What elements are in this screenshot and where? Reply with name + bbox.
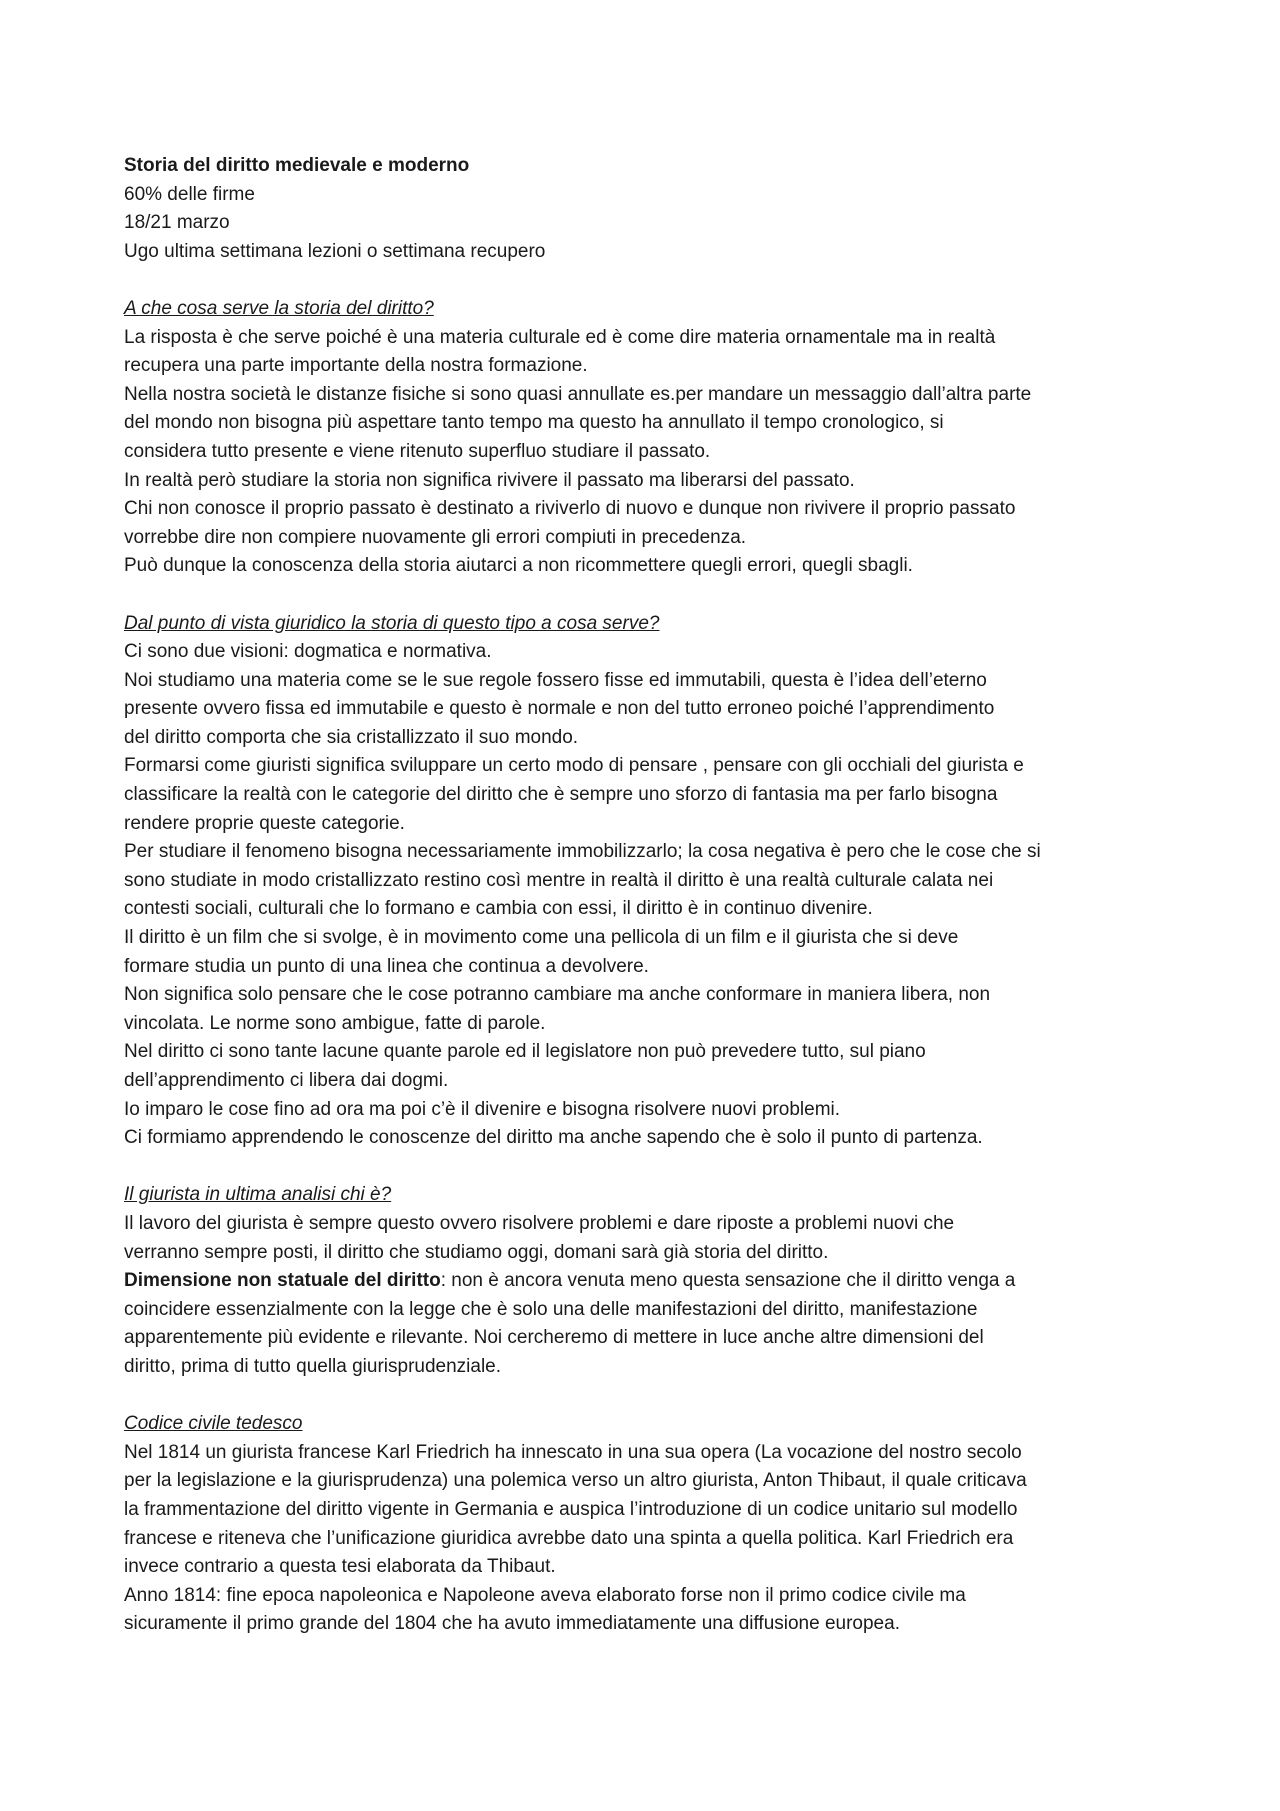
- text-line: Può dunque la conoscenza della storia aiutarci a non ricommettere quegli errori, quegli sbagli.: [124, 555, 913, 577]
- text-line: francese e riteneva che l’unificazione giuridica avrebbe dato una spinta a quella politica. Karl Friedrich era: [124, 1527, 1014, 1549]
- text-line: Formarsi come giuristi significa sviluppare un certo modo di pensare , pensare con gli occhiali del giurista e: [124, 755, 1024, 777]
- bold-term: Dimensione non statuale del diritto: [124, 1270, 441, 1292]
- text-line: Nel 1814 un giurista francese Karl Friedrich ha innescato in una sua opera (La vocazione del nostro secolo: [124, 1441, 1022, 1463]
- text-line: Ci sono due visioni: dogmatica e normativa.: [124, 641, 492, 663]
- text-line: recupera una parte importante della nostra formazione.: [124, 355, 588, 377]
- text-line: sicuramente il primo grande del 1804 che ha avuto immediatamente una diffusione europea.: [124, 1613, 900, 1635]
- section-jurist: [124, 1181, 1180, 1381]
- text-line: classificare la realtà con le categorie del diritto che è sempre uno sforzo di fantasia ma per farlo bisogna: [124, 784, 998, 806]
- document-page: [124, 152, 1180, 1639]
- text-line: diritto, prima di tutto quella giurisprudenziale.: [124, 1355, 502, 1377]
- text-line: Io imparo le cose fino ad ora ma poi c’è il divenire e bisogna risolvere nuovi problemi.: [124, 1098, 841, 1120]
- text-line: rendere proprie queste categorie.: [124, 812, 405, 834]
- paragraph-gap: [124, 1382, 1180, 1411]
- section-heading: A che cosa serve la storia del diritto?: [124, 297, 434, 319]
- section-legal-view: [124, 610, 1180, 1153]
- text-line-mixed: [124, 1267, 1180, 1296]
- text-line: verranno sempre posti, il diritto che studiamo oggi, domani sarà già storia del diritto.: [124, 1241, 829, 1263]
- header-line: Ugo ultima settimana lezioni o settimana recupero: [124, 240, 546, 262]
- text-line: la frammentazione del diritto vigente in Germania e auspica l’introduzione di un codice unitario sul modello: [124, 1498, 1018, 1520]
- text-line: Il diritto è un film che si svolge, è in movimento come una pellicola di un film e il giurista che si deve: [124, 927, 959, 949]
- section-german-civil-code: [124, 1410, 1180, 1639]
- text-line: vorrebbe dire non compiere nuovamente gli errori compiuti in precedenza.: [124, 526, 747, 548]
- text-line: sono studiate in modo cristallizzato restino così mentre in realtà il diritto è una realtà culturale calata nei: [124, 869, 994, 891]
- text-line: presente ovvero fissa ed immutabile e questo è normale e non del tutto erroneo poiché l’apprendimento: [124, 698, 995, 720]
- section-heading: Dal punto di vista giuridico la storia di questo tipo a cosa serve?: [124, 612, 660, 634]
- text-line: Nella nostra società le distanze fisiche si sono quasi annullate es.per mandare un messaggio dall’altra parte: [124, 383, 1032, 405]
- header-line: 60% delle firme: [124, 183, 255, 205]
- text-line: In realtà però studiare la storia non significa rivivere il passato ma liberarsi del passato.: [124, 469, 855, 491]
- text-line: Chi non conosce il proprio passato è destinato a riviverlo di nuovo e dunque non rivivere il proprio passato: [124, 498, 1016, 520]
- text-line: Anno 1814: fine epoca napoleonica e Napoleone aveva elaborato forse non il primo codice civile ma: [124, 1584, 966, 1606]
- text-line: dell’apprendimento ci libera dai dogmi.: [124, 1070, 449, 1091]
- text-line: considera tutto presente e viene ritenuto superfluo studiare il passato.: [124, 440, 711, 462]
- text-line: Nel diritto ci sono tante lacune quante parole ed il legislatore non può prevedere tutto, sul piano: [124, 1041, 926, 1063]
- paragraph-gap: [124, 266, 1180, 295]
- section-heading: Codice civile tedesco: [124, 1413, 303, 1435]
- paragraph-gap: [124, 581, 1180, 610]
- text-line: per la legislazione e la giurisprudenza) una polemica verso un altro giurista, Anton Thibaut, il quale criticava: [124, 1470, 1027, 1492]
- text-line: Per studiare il fenomeno bisogna necessariamente immobilizzarlo; la cosa negativa è pero che le cose che si: [124, 841, 1041, 863]
- text-line: del mondo non bisogna più aspettare tanto tempo ma questo ha annullato il tempo cronologico, si: [124, 412, 944, 434]
- document-title: Storia del diritto medievale e moderno: [124, 155, 470, 176]
- text-line: Non significa solo pensare che le cose potranno cambiare ma anche conformare in maniera libera, non: [124, 984, 991, 1006]
- text-line: del diritto comporta che sia cristallizzato il suo mondo.: [124, 726, 579, 748]
- text-line: Ci formiamo apprendendo le conoscenze del diritto ma anche sapendo che è solo il punto di partenza.: [124, 1127, 983, 1149]
- text-fragment: : non è ancora venuta meno questa sensazione che il diritto venga a: [440, 1270, 1016, 1292]
- text-line: apparentemente più evidente e rilevante. Noi cercheremo di mettere in luce anche altre dimensioni del: [124, 1327, 984, 1349]
- section-heading: Il giurista in ultima analisi chi è?: [124, 1184, 392, 1206]
- text-line: Il lavoro del giurista è sempre questo ovvero risolvere problemi e dare riposte a problemi nuovi che: [124, 1212, 955, 1234]
- text-line: coincidere essenzialmente con la legge che è solo una delle manifestazioni del diritto, manifestazione: [124, 1298, 978, 1320]
- text-line: invece contrario a questa tesi elaborata da Thibaut.: [124, 1556, 556, 1578]
- text-line: Noi studiamo una materia come se le sue regole fossero fisse ed immutabili, questa è l’idea dell’eterno: [124, 669, 987, 691]
- section-purpose: [124, 295, 1180, 581]
- text-line: contesti sociali, culturali che lo formano e cambia con essi, il diritto è in continuo divenire.: [124, 898, 873, 920]
- text-line: vincolata. Le norme sono ambigue, fatte di parole.: [124, 1012, 546, 1034]
- paragraph-gap: [124, 1153, 1180, 1182]
- document-header: [124, 152, 1180, 266]
- header-line: 18/21 marzo: [124, 212, 230, 234]
- text-line: La risposta è che serve poiché è una materia culturale ed è come dire materia ornamentale ma in realtà: [124, 326, 996, 348]
- text-line: formare studia un punto di una linea che continua a devolvere.: [124, 955, 649, 977]
